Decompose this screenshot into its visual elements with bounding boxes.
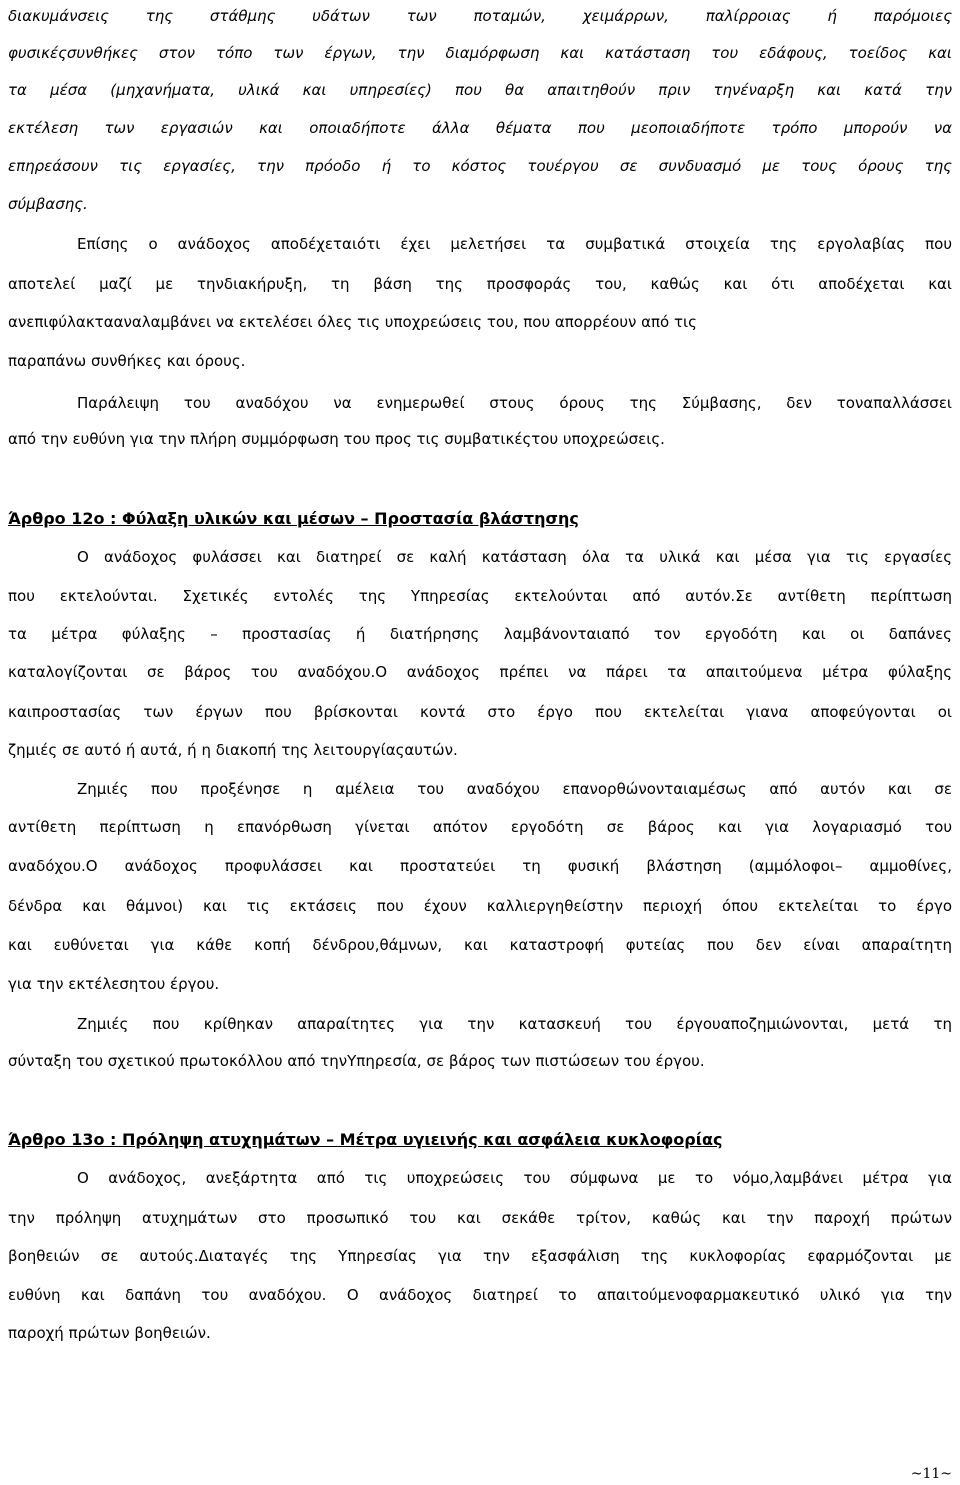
article-12-para2-line: δένδρα και θάμνοι) και τις εκτάσεις που έχουν καλλιεργηθείστην περιοχή όπου εκτελείται το έργο [8, 897, 952, 915]
page-number: ~11~ [910, 1466, 952, 1482]
article-12-line: ζημιές σε αυτό ή αυτά, ή η διακοπή της λειτουργίαςαυτών. [8, 741, 458, 759]
intro-line: φυσικέςσυνθήκες στον τόπο των έργων, την διαμόρφωση και κατάσταση του εδάφους, τοείδος και [8, 44, 952, 62]
intro-para3-line: από την ευθύνη για την πλήρη συμμόρφωση του προς τις συμβατικέςτου υποχρεώσεις. [8, 430, 665, 448]
article-12-line: τα μέτρα φύλαξης – προστασίας ή διατήρησης λαμβάνονταιαπό τον εργοδότη και οι δαπάνες [8, 625, 952, 643]
intro-line: τα μέσα (μηχανήματα, υλικά και υπηρεσίες) που θα απαιτηθούν πριν τηνέναρξη και κατά την [8, 81, 952, 99]
article-12-para2-line: αντίθετη περίπτωση η επανόρθωση γίνεται απότον εργοδότη σε βάρος και για λογαριασμό του [8, 818, 952, 836]
intro-para2-line: ανεπιφύλακτααναλαμβάνει να εκτελέσει όλες τις υποχρεώσεις του, που απορρέουν από τις [8, 313, 697, 331]
intro-para2-line: παραπάνω συνθήκες και όρους. [8, 352, 246, 370]
article-12-para2-line: για την εκτέλεσητου έργου. [8, 975, 220, 993]
intro-para2-line: αποτελεί μαζί με τηνδιακήρυξη, τη βάση της προσφοράς του, καθώς και ότι αποδέχεται και [8, 275, 952, 293]
article-12-para2-line: αναδόχου.Ο ανάδοχος προφυλάσσει και προστατεύει τη φυσική βλάστηση (αμμόλοφοι– αμμοθίνες, [8, 857, 952, 875]
article-12-para2-line: και ευθύνεται για κάθε κοπή δένδρου,θάμνων, και καταστροφή φυτείας που δεν είναι απαραίτητη [8, 936, 952, 954]
article-12-heading: Άρθρο 12ο : Φύλαξη υλικών και μέσων – Προστασία βλάστησης [8, 509, 579, 528]
article-13-line: παροχή πρώτων βοηθειών. [8, 1324, 211, 1342]
intro-line: επηρεάσουν τις εργασίες, την πρόοδο ή το κόστος τουέργου σε συνδυασμό με τους όρους της [8, 157, 952, 175]
intro-line: εκτέλεση των εργασιών και οποιαδήποτε άλλα θέματα που μεοποιαδήποτε τρόπο μπορούν να [8, 119, 952, 137]
intro-line: σύμβασης. [8, 195, 88, 213]
article-12-line: καιπροστασίας των έργων που βρίσκονται κοντά στο έργο που εκτελείται γιανα αποφεύγονται οι [8, 703, 952, 721]
intro-line: διακυμάνσεις της στάθμης υδάτων των ποταμών, χειμάρρων, παλίρροιας ή παρόμοιες [8, 7, 952, 25]
article-12-line: καταλογίζονται σε βάρος του αναδόχου.Ο ανάδοχος πρέπει να πάρει τα απαιτούμενα μέτρα φύλαξης [8, 663, 952, 681]
article-13-line: βοηθειών σε αυτούς.Διαταγές της Υπηρεσίας για την εξασφάλιση της κυκλοφορίας εφαρμόζονται με [8, 1247, 952, 1265]
article-12-para2-line: Ζημιές που προξένησε η αμέλεια του αναδόχου επανορθώνονταιαμέσως από αυτόν και σε [77, 780, 952, 798]
article-13-heading: Άρθρο 13ο : Πρόληψη ατυχημάτων – Μέτρα υγιεινής και ασφάλεια κυκλοφορίας [8, 1130, 723, 1149]
intro-para3-line: Παράλειψη του αναδόχου να ενημερωθεί στους όρους της Σύμβασης, δεν τοναπαλλάσσει [77, 394, 952, 412]
article-12-line: που εκτελούνται. Σχετικές εντολές της Υπηρεσίας εκτελούνται από αυτόν.Σε αντίθετη περίπτωση [8, 587, 952, 605]
article-12-para3-line: σύνταξη του σχετικού πρωτοκόλλου από τηνΥπηρεσία, σε βάρος των πιστώσεων του έργου. [8, 1052, 705, 1070]
article-12-para3-line: Ζημιές που κρίθηκαν απαραίτητες για την κατασκευή του έργουαποζημιώνονται, μετά τη [77, 1015, 952, 1033]
article-13-line: ευθύνη και δαπάνη του αναδόχου. Ο ανάδοχος διατηρεί το απαιτούμενοφαρμακευτικό υλικό για την [8, 1286, 952, 1304]
article-13-line: την πρόληψη ατυχημάτων στο προσωπικό του και σεκάθε τρίτον, καθώς και την παροχή πρώτων [8, 1209, 952, 1227]
article-13-line: Ο ανάδοχος, ανεξάρτητα από τις υποχρεώσεις του σύμφωνα με το νόμο,λαμβάνει μέτρα για [77, 1169, 952, 1187]
article-12-line: Ο ανάδοχος φυλάσσει και διατηρεί σε καλή κατάσταση όλα τα υλικά και μέσα για τις εργασίες [77, 548, 952, 566]
intro-para2-line: Επίσης ο ανάδοχος αποδέχεταιότι έχει μελετήσει τα συμβατικά στοιχεία της εργολαβίας που [77, 235, 952, 253]
